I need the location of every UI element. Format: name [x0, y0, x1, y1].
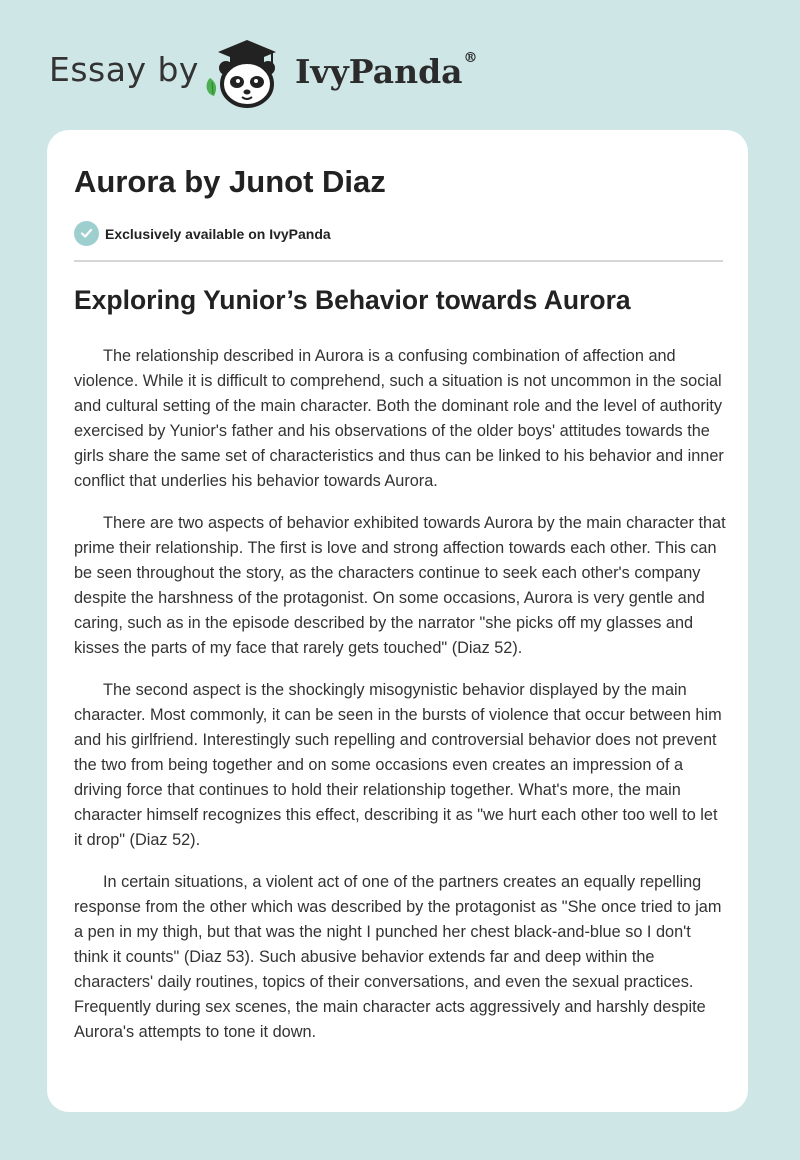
paragraph-2: There are two aspects of behavior exhibited towards Aurora by the main character that prime their relationship. The first is love and strong affection towards each other. This can be seen throughout the story, as the characters continue to seek each other's company despite the harshness of the protagonist. On some occasions, Aurora is very gentle and caring, such as in the episode described by the narrator "she picks off my glasses and kisses the parts of my face that rarely gets touched" (Diaz 52). [74, 514, 726, 657]
divider [74, 260, 723, 262]
exclusive-badge-text: Exclusively available on IvyPanda [105, 225, 331, 242]
site-header [0, 0, 800, 120]
check-circle-icon [74, 221, 99, 246]
exclusive-badge [74, 221, 331, 246]
paragraph-4: In certain situations, a violent act of one of the partners creates an equally repelling response from the other which was described by the protagonist as "She once tried to jam a pen in my thigh, but that was the night I punched her chest black-and-blue so I don't think it counts" (Diaz 53). Such abusive behavior extends far and deep within the characters' daily routines, topics of their conversations, and even the sexual practices. Frequently during sex scenes, the main character acts aggressively and harshly despite Aurora's attempts to tone it down. [74, 873, 722, 1041]
ivypanda-logo-text: IvyPanda® [295, 50, 478, 91]
paragraph-1: The relationship described in Aurora is a confusing combination of affection and violence. While it is difficult to comprehend, such a situation is not uncommon in the social and cultural setting of the main character. Both the dominant role and the level of authority exercised by Yunior's father and his observations of the older boys' attitudes towards the girls share the same set of characteristics and thus can be linked to his behavior and inner conflict that underlies his behavior towards Aurora. [74, 347, 724, 490]
essay-card [47, 130, 748, 1112]
page-title: Aurora by Junot Diaz [74, 164, 386, 199]
essay-body [74, 344, 726, 1062]
panda-graduate-icon [200, 34, 292, 110]
essay-by-label: Essay by [49, 50, 199, 89]
paragraph-3: The second aspect is the shockingly misogynistic behavior displayed by the main character. Most commonly, it can be seen in the bursts of violence that occur between him and his girlfriend. Interestingly such repelling and controversial behavior does not prevent the two from being together and on some occasions even creates an impression of a driving force that continues to hold their relationship together. What's more, the main character himself recognizes this effect, describing it as "we hurt each other too well to let it drop" (Diaz 52). [74, 681, 722, 849]
section-heading: Exploring Yunior’s Behavior towards Aurora [74, 285, 631, 315]
